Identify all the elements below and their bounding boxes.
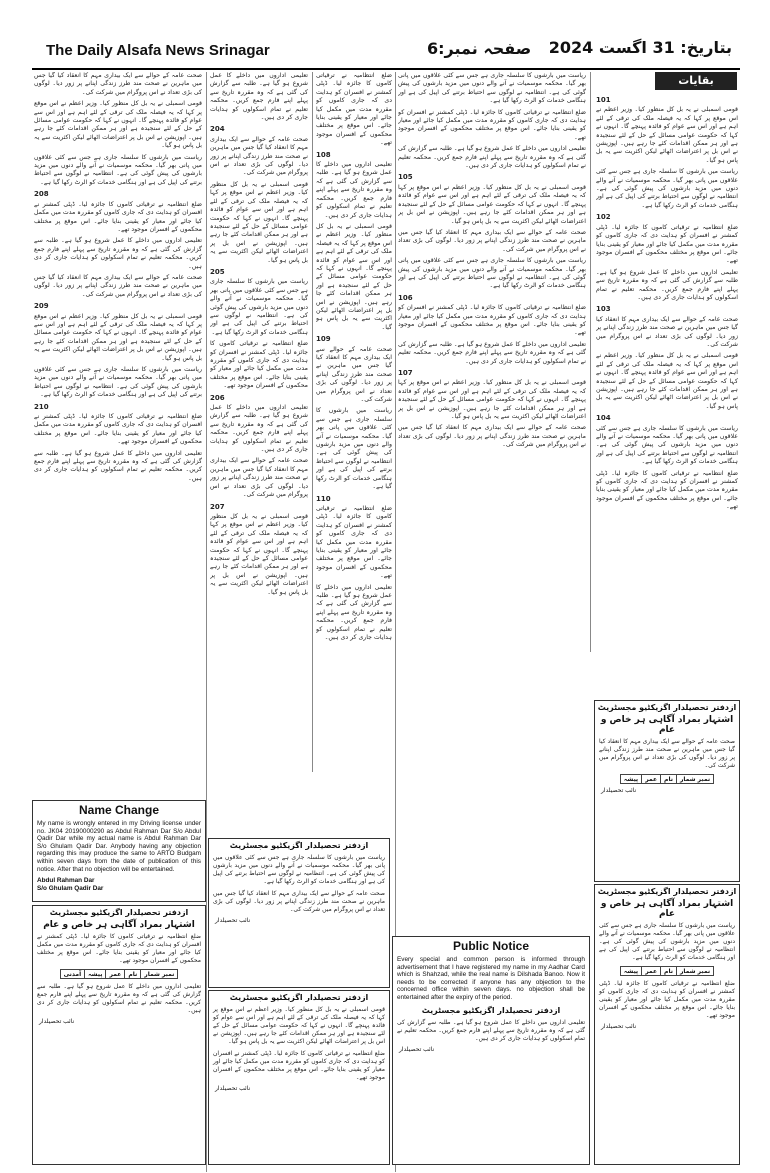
heirs-table bbox=[620, 966, 714, 976]
article-text: ریاست میں بارشوں کا سلسلہ جاری ہے جس سے کئی علاقوں میں پانی بھر گیا۔ محکمہ موسمیات نے آنے والے دنوں میں مزید بارشوں کی پیش گوئی کی ہے۔ انتظامیہ نے لوگوں سے احتیاط برتنے کی اپیل کی ہے اور ہنگامی خدمات کو الرٹ رکھا گیا ہے۔ bbox=[34, 153, 202, 186]
article-text: صحت عامہ کے حوالے سے ایک بیداری مہم کا انعقاد کیا گیا جس میں ماہرین نے صحت مند طرز زندگی اپنانے پر زور دیا۔ لوگوں کی بڑی تعداد نے اس پروگرام میں شرکت کی۔ bbox=[316, 345, 392, 404]
heirs-table bbox=[60, 969, 179, 979]
notice-title: Name Change bbox=[78, 803, 160, 817]
notice-heading: ازدفتر تحصیلدار اگزیکٹیو مجسٹریٹ bbox=[229, 841, 369, 850]
article-text: صحت عامہ کے حوالے سے ایک بیداری مہم کا انعقاد کیا گیا جس میں ماہرین نے صحت مند طرز زندگی اپنانے پر زور دیا۔ لوگوں کی بڑی تعداد نے اس پروگرام میں شرکت کی۔ bbox=[398, 424, 586, 449]
article-text: صحت عامہ کے حوالے سے ایک بیداری مہم کا انعقاد کیا گیا جس میں ماہرین نے صحت مند طرز زندگی اپنانے پر زور دیا۔ لوگوں کی بڑی تعداد نے اس پروگرام میں شرکت کی۔ bbox=[210, 135, 308, 177]
table-header: نام bbox=[661, 775, 677, 784]
article-text: ضلع انتظامیہ نے ترقیاتی کاموں کا جائزہ لیا۔ ڈپٹی کمشنر نے افسران کو ہدایت دی کہ جاری کاموں کو مقررہ مدت میں مکمل کیا جائے اور معیار کو یقینی بنایا جائے۔ اس موقع پر مختلف محکموں کے افسران موجود تھے۔ bbox=[316, 72, 392, 147]
article-text: صحت عامہ کے حوالے سے ایک بیداری مہم کا انعقاد کیا گیا جس میں ماہرین نے صحت مند طرز زندگی اپنانے پر زور دیا۔ لوگوں کی بڑی تعداد نے اس پروگرام میں شرکت کی۔ bbox=[398, 228, 586, 253]
article-number: 104 bbox=[596, 414, 611, 423]
ad-title: اشتہار بمراد آگاہی ہر خاص و عام bbox=[600, 899, 734, 919]
table-header: نام bbox=[125, 970, 141, 979]
notice-heading: ازدفتر تحصیلدار اگزیکٹیو مجسٹریٹ bbox=[421, 1005, 561, 1015]
article-column-4 bbox=[210, 72, 308, 822]
table-header: عمر bbox=[642, 967, 661, 976]
notice-body: صحت عامہ کے حوالے سے ایک بیداری مہم کا انعقاد کیا گیا جس میں ماہرین نے صحت مند طرز زندگی اپنانے پر زور دیا۔ لوگوں کی بڑی تعداد نے اس پروگرام میں شرکت کی۔ bbox=[599, 738, 735, 769]
article-text: قومی اسمبلی نے یہ بل کل منظور کیا۔ وزیر اعظم نے اس موقع پر کہا کہ یہ فیصلہ ملک کی ترقی کے لئے اہم ہے اور اس سے عوام کو فائدہ پہنچے گا۔ انہوں نے کہا کہ حکومت عوامی مسائل کے حل کے لئے سنجیدہ ہے اور ہر ممکن اقدامات کئے جا رہے ہیں۔ اپوزیشن نے اس بل پر اعتراضات اٹھائے لیکن اکثریت سے یہ بل پاس ہو گیا۔ bbox=[210, 180, 308, 264]
signature: نائب تحصیلدار bbox=[215, 917, 251, 924]
article-number: 108 bbox=[316, 150, 331, 159]
article-number: 209 bbox=[34, 302, 49, 311]
article-number: 102 bbox=[596, 213, 611, 222]
notice-body: ضلع انتظامیہ نے ترقیاتی کاموں کا جائزہ لیا۔ ڈپٹی کمشنر نے افسران کو ہدایت دی کہ جاری کاموں کو مقررہ مدت میں مکمل کیا جائے اور معیار کو یقینی بنایا جائے۔ اس موقع پر مختلف محکموں کے افسران موجود تھے۔ bbox=[599, 980, 735, 1019]
page-label: صفحہ نمبر:6 bbox=[427, 39, 532, 58]
tehsildar-notice-middle-1 bbox=[208, 838, 390, 988]
article-text: ریاست میں بارشوں کا سلسلہ جاری ہے جس سے کئی علاقوں میں پانی بھر گیا۔ محکمہ موسمیات نے آنے والے دنوں میں مزید بارشوں کی پیش گوئی کی ہے۔ انتظامیہ نے لوگوں سے احتیاط برتنے کی اپیل کی ہے اور ہنگامی خدمات کو الرٹ رکھا گیا ہے۔ bbox=[398, 257, 586, 290]
signature: نائب تحصیلدار bbox=[215, 1085, 251, 1092]
notice-body: ریاست میں بارشوں کا سلسلہ جاری ہے جس سے کئی علاقوں میں پانی بھر گیا۔ محکمہ موسمیات نے آنے والے دنوں میں مزید بارشوں کی پیش گوئی کی ہے۔ انتظامیہ نے لوگوں سے احتیاط برتنے کی اپیل کی ہے اور ہنگامی خدمات کو الرٹ رکھا گیا ہے۔ bbox=[213, 854, 385, 885]
section-header: بقایات bbox=[655, 72, 737, 90]
article-column-2 bbox=[398, 72, 586, 652]
notice-signature: Abdul Rahman Dar S/o Ghulam Qadir Dar bbox=[37, 877, 104, 892]
article-text: ضلع انتظامیہ نے ترقیاتی کاموں کا جائزہ لیا۔ ڈپٹی کمشنر نے افسران کو ہدایت دی کہ جاری کاموں کو مقررہ مدت میں مکمل کیا جائے اور معیار کو یقینی بنایا جائے۔ اس موقع پر مختلف محکموں کے افسران موجود تھے۔ bbox=[316, 504, 392, 580]
article-text: قومی اسمبلی نے یہ بل کل منظور کیا۔ وزیر اعظم نے اس موقع پر کہا کہ یہ فیصلہ ملک کی ترقی کے لئے اہم ہے اور اس سے عوام کو فائدہ پہنچے گا۔ انہوں نے کہا کہ حکومت عوامی مسائل کے حل کے لئے سنجیدہ ہے اور ہر ممکن اقدامات کئے جا رہے ہیں۔ اپوزیشن نے اس بل پر اعتراضات اٹھائے لیکن اکثریت سے یہ بل پاس ہو گیا۔ bbox=[596, 352, 738, 410]
article-text: تعلیمی اداروں میں داخلے کا عمل شروع ہو گیا ہے۔ طلبہ سے گزارش کی گئی ہے کہ وہ مقررہ تاریخ سے پہلے اپنے فارم جمع کریں۔ محکمہ تعلیم نے تمام اسکولوں کو ہدایات جاری کر دی ہیں۔ bbox=[398, 145, 586, 170]
table-header: نمبر شمار bbox=[141, 970, 178, 979]
signature: نائب تحصیلدار bbox=[601, 1023, 637, 1030]
article-text: قومی اسمبلی نے یہ بل کل منظور کیا۔ وزیر اعظم نے اس موقع پر کہا کہ یہ فیصلہ ملک کی ترقی کے لئے اہم ہے اور اس سے عوام کو فائدہ پہنچے گا۔ انہوں نے کہا کہ حکومت عوامی مسائل کے حل کے لئے سنجیدہ ہے اور ہر ممکن اقدامات کئے جا رہے ہیں۔ اپوزیشن نے اس بل پر اعتراضات اٹھائے لیکن اکثریت سے یہ بل پاس ہو گیا۔ bbox=[398, 379, 586, 421]
signature: نائب تحصیلدار bbox=[399, 1045, 435, 1053]
column-rule bbox=[312, 72, 313, 772]
column-rule bbox=[206, 72, 207, 1172]
article-text: قومی اسمبلی نے یہ بل کل منظور کیا۔ وزیر اعظم نے اس موقع پر کہا کہ یہ فیصلہ ملک کی ترقی کے لئے اہم ہے اور اس سے عوام کو فائدہ پہنچے گا۔ انہوں نے کہا کہ حکومت عوامی مسائل کے حل کے لئے سنجیدہ ہے اور ہر ممکن اقدامات کئے جا رہے ہیں۔ اپوزیشن نے اس بل پر اعتراضات اٹھائے لیکن اکثریت سے یہ بل پاس ہو گیا۔ bbox=[316, 222, 392, 331]
notice-body: تعلیمی اداروں میں داخلے کا عمل شروع ہو گیا ہے۔ طلبہ سے گزارش کی گئی ہے کہ وہ مقررہ تاریخ سے پہلے اپنے فارم جمع کریں۔ محکمہ تعلیم نے تمام اسکولوں کو ہدایات جاری کر دی ہیں۔ bbox=[397, 1018, 585, 1042]
article-text: ضلع انتظامیہ نے ترقیاتی کاموں کا جائزہ لیا۔ ڈپٹی کمشنر نے افسران کو ہدایت دی کہ جاری کاموں کو مقررہ مدت میں مکمل کیا جائے اور معیار کو یقینی بنایا جائے۔ اس موقع پر مختلف محکموں کے افسران موجود تھے۔ bbox=[596, 469, 738, 511]
article-text: صحت عامہ کے حوالے سے ایک بیداری مہم کا انعقاد کیا گیا جس میں ماہرین نے صحت مند طرز زندگی اپنانے پر زور دیا۔ لوگوں کی بڑی تعداد نے اس پروگرام میں شرکت کی۔ bbox=[34, 72, 202, 96]
article-text: تعلیمی اداروں میں داخلے کا عمل شروع ہو گیا ہے۔ طلبہ سے گزارش کی گئی ہے کہ وہ مقررہ تاریخ سے پہلے اپنے فارم جمع کریں۔ محکمہ تعلیم نے تمام اسکولوں کو ہدایات جاری کر دی ہیں۔ bbox=[596, 268, 738, 301]
article-text: ریاست میں بارشوں کا سلسلہ جاری ہے جس سے کئی علاقوں میں پانی بھر گیا۔ محکمہ موسمیات نے آنے والے دنوں میں مزید بارشوں کی پیش گوئی کی ہے۔ انتظامیہ نے لوگوں سے احتیاط برتنے کی اپیل کی ہے اور ہنگامی خدمات کو الرٹ رکھا گیا ہے۔ bbox=[210, 278, 308, 336]
notice-body: Every special and common person is informed through advertisement that I have registered my name in my Aadhar Card which is Shahzad, while the real name is Dilshada Banoo. Now it needs to be corrected if anyone has any objection to the concerned office within seven days. no objection shall be entertained after the expiry of the period. bbox=[397, 956, 585, 1001]
article-text: ریاست میں بارشوں کا سلسلہ جاری ہے جس سے کئی علاقوں میں پانی بھر گیا۔ محکمہ موسمیات نے آنے والے دنوں میں مزید بارشوں کی پیش گوئی کی ہے۔ انتظامیہ نے لوگوں سے احتیاط برتنے کی اپیل کی ہے اور ہنگامی خدمات کو الرٹ رکھا گیا ہے۔ bbox=[596, 424, 738, 466]
tehsildar-notice-right-2 bbox=[594, 884, 740, 1165]
tehsildar-notice-middle-2 bbox=[208, 990, 390, 1165]
article-number: 101 bbox=[596, 96, 611, 104]
article-text: ضلع انتظامیہ نے ترقیاتی کاموں کا جائزہ لیا۔ ڈپٹی کمشنر نے افسران کو ہدایت دی کہ جاری کاموں کو مقررہ مدت میں مکمل کیا جائے اور معیار کو یقینی بنایا جائے۔ اس موقع پر مختلف محکموں کے افسران موجود تھے۔ bbox=[34, 200, 202, 233]
article-text: قومی اسمبلی نے یہ بل کل منظور کیا۔ وزیر اعظم نے اس موقع پر کہا کہ یہ فیصلہ ملک کی ترقی کے لئے اہم ہے اور اس سے عوام کو فائدہ پہنچے گا۔ انہوں نے کہا کہ حکومت عوامی مسائل کے حل کے لئے سنجیدہ ہے اور ہر ممکن اقدامات کئے جا رہے ہیں۔ اپوزیشن نے اس بل پر اعتراضات اٹھائے لیکن اکثریت سے یہ بل پاس ہو گیا۔ bbox=[398, 183, 586, 225]
article-text: قومی اسمبلی نے یہ بل کل منظور کیا۔ وزیر اعظم نے اس موقع پر کہا کہ یہ فیصلہ ملک کی ترقی کے لئے اہم ہے اور اس سے عوام کو فائدہ پہنچے گا۔ انہوں نے کہا کہ حکومت عوامی مسائل کے حل کے لئے سنجیدہ ہے اور ہر ممکن اقدامات کئے جا رہے ہیں۔ اپوزیشن نے اس بل پر اعتراضات اٹھائے لیکن اکثریت سے یہ بل پاس ہو گیا۔ bbox=[210, 512, 308, 596]
article-number: 205 bbox=[210, 267, 225, 276]
article-text: صحت عامہ کے حوالے سے ایک بیداری مہم کا انعقاد کیا گیا جس میں ماہرین نے صحت مند طرز زندگی اپنانے پر زور دیا۔ لوگوں کی بڑی تعداد نے اس پروگرام میں شرکت کی۔ bbox=[210, 457, 308, 499]
article-text: تعلیمی اداروں میں داخلے کا عمل شروع ہو گیا ہے۔ طلبہ سے گزارش کی گئی ہے کہ وہ مقررہ تاریخ سے پہلے اپنے فارم جمع کریں۔ محکمہ تعلیم نے تمام اسکولوں کو ہدایات جاری کر دی ہیں۔ bbox=[34, 449, 202, 482]
article-number: 210 bbox=[34, 402, 49, 411]
article-column-5 bbox=[34, 72, 202, 796]
article-text: ضلع انتظامیہ نے ترقیاتی کاموں کا جائزہ لیا۔ ڈپٹی کمشنر نے افسران کو ہدایت دی کہ جاری کاموں کو مقررہ مدت میں مکمل کیا جائے اور معیار کو یقینی بنایا جائے۔ اس موقع پر مختلف محکموں کے افسران موجود تھے۔ bbox=[398, 304, 586, 337]
notice-title: Public Notice bbox=[452, 939, 529, 953]
article-text: تعلیمی اداروں میں داخلے کا عمل شروع ہو گیا ہے۔ طلبہ سے گزارش کی گئی ہے کہ وہ مقررہ تاریخ سے پہلے اپنے فارم جمع کریں۔ محکمہ تعلیم نے تمام اسکولوں کو ہدایات جاری کر دی ہیں۔ bbox=[210, 404, 308, 454]
date-label: بتاریخ: 31 اگست 2024 bbox=[548, 38, 732, 57]
table-header: نمبر شمار bbox=[676, 967, 713, 976]
article-text: تعلیمی اداروں میں داخلے کا عمل شروع ہو گیا ہے۔ طلبہ سے گزارش کی گئی ہے کہ وہ مقررہ تاریخ سے پہلے اپنے فارم جمع کریں۔ محکمہ تعلیم نے تمام اسکولوں کو ہدایات جاری کر دی ہیں۔ bbox=[316, 161, 392, 219]
article-text: تعلیمی اداروں میں داخلے کا عمل شروع ہو گیا ہے۔ طلبہ سے گزارش کی گئی ہے کہ وہ مقررہ تاریخ سے پہلے اپنے فارم جمع کریں۔ محکمہ تعلیم نے تمام اسکولوں کو ہدایات جاری کر دی ہیں۔ bbox=[34, 237, 202, 270]
signature: نائب تحصیلدار bbox=[601, 787, 637, 794]
article-column-3 bbox=[316, 72, 392, 772]
article-number: 204 bbox=[210, 125, 225, 134]
table-header: آمدنی bbox=[60, 970, 85, 979]
article-text: ضلع انتظامیہ نے ترقیاتی کاموں کا جائزہ لیا۔ ڈپٹی کمشنر نے افسران کو ہدایت دی کہ جاری کاموں کو مقررہ مدت میں مکمل کیا جائے اور معیار کو یقینی بنایا جائے۔ اس موقع پر مختلف محکموں کے افسران موجود تھے۔ bbox=[596, 223, 738, 265]
notice-body: صحت عامہ کے حوالے سے ایک بیداری مہم کا انعقاد کیا گیا جس میں ماہرین نے صحت مند طرز زندگی اپنانے پر زور دیا۔ لوگوں کی بڑی تعداد نے اس پروگرام میں شرکت کی۔ bbox=[213, 890, 385, 913]
article-text: ضلع انتظامیہ نے ترقیاتی کاموں کا جائزہ لیا۔ ڈپٹی کمشنر نے افسران کو ہدایت دی کہ جاری کاموں کو مقررہ مدت میں مکمل کیا جائے اور معیار کو یقینی بنایا جائے۔ اس موقع پر مختلف محکموں کے افسران موجود تھے۔ bbox=[34, 413, 202, 446]
column-rule bbox=[590, 72, 591, 652]
article-number: 110 bbox=[316, 494, 331, 503]
table-header: پیشہ bbox=[620, 967, 641, 976]
article-number: 207 bbox=[210, 502, 225, 511]
notice-body: تعلیمی اداروں میں داخلے کا عمل شروع ہو گیا ہے۔ طلبہ سے گزارش کی گئی ہے کہ وہ مقررہ تاریخ سے پہلے اپنے فارم جمع کریں۔ محکمہ تعلیم نے تمام اسکولوں کو ہدایات جاری کر دی ہیں۔ bbox=[37, 983, 201, 1014]
article-text: ریاست میں بارشوں کا سلسلہ جاری ہے جس سے کئی علاقوں میں پانی بھر گیا۔ محکمہ موسمیات نے آنے والے دنوں میں مزید بارشوں کی پیش گوئی کی ہے۔ انتظامیہ نے لوگوں سے احتیاط برتنے کی اپیل کی ہے اور ہنگامی خدمات کو الرٹ رکھا گیا ہے۔ bbox=[34, 366, 202, 399]
public-notice bbox=[392, 936, 590, 1165]
notice-heading: ازدفتر تحصیلدار اگزیکٹیو مجسٹریٹ bbox=[49, 908, 189, 917]
ad-title: اشتہار بمراد آگاہی ہر خاص و عام bbox=[600, 715, 734, 735]
article-text: تعلیمی اداروں میں داخلے کا عمل شروع ہو گیا ہے۔ طلبہ سے گزارش کی گئی ہے کہ وہ مقررہ تاریخ سے پہلے اپنے فارم جمع کریں۔ محکمہ تعلیم نے تمام اسکولوں کو ہدایات جاری کر دی ہیں۔ bbox=[316, 583, 392, 641]
tehsildar-notice-right-1 bbox=[594, 700, 740, 882]
article-number: 106 bbox=[398, 293, 413, 302]
signature: نائب تحصیلدار bbox=[39, 1018, 75, 1025]
notice-body: ضلع انتظامیہ نے ترقیاتی کاموں کا جائزہ لیا۔ ڈپٹی کمشنر نے افسران کو ہدایت دی کہ جاری کاموں کو مقررہ مدت میں مکمل کیا جائے اور معیار کو یقینی بنایا جائے۔ اس موقع پر مختلف محکموں کے افسران موجود تھے۔ bbox=[213, 1050, 385, 1081]
ad-title: اشتہار بمراد آگاہی ہر خاص و عام bbox=[43, 920, 195, 930]
article-text: صحت عامہ کے حوالے سے ایک بیداری مہم کا انعقاد کیا گیا جس میں ماہرین نے صحت مند طرز زندگی اپنانے پر زور دیا۔ لوگوں کی بڑی تعداد نے اس پروگرام میں شرکت کی۔ bbox=[596, 315, 738, 348]
article-number: 105 bbox=[398, 173, 413, 182]
article-column-1 bbox=[596, 94, 738, 654]
heirs-table bbox=[620, 774, 714, 784]
notice-heading: ازدفتر تحصیلدار اگزیکٹیو مجسٹریٹ bbox=[597, 703, 737, 712]
notice-body: ریاست میں بارشوں کا سلسلہ جاری ہے جس سے کئی علاقوں میں پانی بھر گیا۔ محکمہ موسمیات نے آنے والے دنوں میں مزید بارشوں کی پیش گوئی کی ہے۔ انتظامیہ نے لوگوں سے احتیاط برتنے کی اپیل کی ہے اور ہنگامی خدمات کو الرٹ رکھا گیا ہے۔ bbox=[599, 922, 735, 961]
article-number: 109 bbox=[316, 335, 331, 344]
table-header: پیشہ bbox=[620, 775, 641, 784]
masthead bbox=[32, 34, 740, 70]
article-number: 208 bbox=[34, 190, 49, 199]
article-text: تعلیمی اداروں میں داخلے کا عمل شروع ہو گیا ہے۔ طلبہ سے گزارش کی گئی ہے کہ وہ مقررہ تاریخ سے پہلے اپنے فارم جمع کریں۔ محکمہ تعلیم نے تمام اسکولوں کو ہدایات جاری کر دی ہیں۔ bbox=[398, 340, 586, 365]
article-text: قومی اسمبلی نے یہ بل کل منظور کیا۔ وزیر اعظم نے اس موقع پر کہا کہ یہ فیصلہ ملک کی ترقی کے لئے اہم ہے اور اس سے عوام کو فائدہ پہنچے گا۔ انہوں نے کہا کہ حکومت عوامی مسائل کے حل کے لئے سنجیدہ ہے اور ہر ممکن اقدامات کئے جا رہے ہیں۔ اپوزیشن نے اس بل پر اعتراضات اٹھائے لیکن اکثریت سے یہ بل پاس ہو گیا۔ bbox=[596, 106, 738, 164]
article-text: ریاست میں بارشوں کا سلسلہ جاری ہے جس سے کئی علاقوں میں پانی بھر گیا۔ محکمہ موسمیات نے آنے والے دنوں میں مزید بارشوں کی پیش گوئی کی ہے۔ انتظامیہ نے لوگوں سے احتیاط برتنے کی اپیل کی ہے اور ہنگامی خدمات کو الرٹ رکھا گیا ہے۔ bbox=[596, 168, 738, 209]
article-text: قومی اسمبلی نے یہ بل کل منظور کیا۔ وزیر اعظم نے اس موقع پر کہا کہ یہ فیصلہ ملک کی ترقی کے لئے اہم ہے اور اس سے عوام کو فائدہ پہنچے گا۔ انہوں نے کہا کہ حکومت عوامی مسائل کے حل کے لئے سنجیدہ ہے اور ہر ممکن اقدامات کئے جا رہے ہیں۔ اپوزیشن نے اس بل پر اعتراضات اٹھائے لیکن اکثریت سے یہ بل پاس ہو گیا۔ bbox=[34, 312, 202, 362]
article-text: ضلع انتظامیہ نے ترقیاتی کاموں کا جائزہ لیا۔ ڈپٹی کمشنر نے افسران کو ہدایت دی کہ جاری کاموں کو مقررہ مدت میں مکمل کیا جائے اور معیار کو یقینی بنایا جائے۔ اس موقع پر مختلف محکموں کے افسران موجود تھے۔ bbox=[398, 108, 586, 141]
table-header: نام bbox=[661, 967, 677, 976]
article-number: 107 bbox=[398, 369, 413, 377]
notice-body: My name is wrongly entered in my Driving license under no. JK04 20190000290 as Abdul Rahman Dar S/o Abdul Qadir Dar while my actual name is Abdul Rahman Dar S/o Ghulam Qadir Dar. Anybody having any objection regarding this may produce the same to ARTO Budgam within seven days from the date of publication of this notice. After that no objection will be entertained. bbox=[37, 820, 201, 873]
article-text: صحت عامہ کے حوالے سے ایک بیداری مہم کا انعقاد کیا گیا جس میں ماہرین نے صحت مند طرز زندگی اپنانے پر زور دیا۔ لوگوں کی بڑی تعداد نے اس پروگرام میں شرکت کی۔ bbox=[34, 273, 202, 298]
paper-name: The Daily Alsafa News Srinagar bbox=[46, 42, 270, 59]
article-number: 206 bbox=[210, 393, 225, 402]
article-text: ریاست میں بارشوں کا سلسلہ جاری ہے جس سے کئی علاقوں میں پانی بھر گیا۔ محکمہ موسمیات نے آنے والے دنوں میں مزید بارشوں کی پیش گوئی کی ہے۔ انتظامیہ نے لوگوں سے احتیاط برتنے کی اپیل کی ہے اور ہنگامی خدمات کو الرٹ رکھا گیا ہے۔ bbox=[398, 72, 586, 105]
notice-body: قومی اسمبلی نے یہ بل کل منظور کیا۔ وزیر اعظم نے اس موقع پر کہا کہ یہ فیصلہ ملک کی ترقی کے لئے اہم ہے اور اس سے عوام کو فائدہ پہنچے گا۔ انہوں نے کہا کہ حکومت عوامی مسائل کے حل کے لئے سنجیدہ ہے اور ہر ممکن اقدامات کئے جا رہے ہیں۔ اپوزیشن نے اس بل پر اعتراضات اٹھائے لیکن اکثریت سے یہ بل پاس ہو گیا۔ bbox=[213, 1006, 385, 1045]
table-header: عمر bbox=[106, 970, 125, 979]
article-number: 103 bbox=[596, 305, 611, 314]
article-text: ضلع انتظامیہ نے ترقیاتی کاموں کا جائزہ لیا۔ ڈپٹی کمشنر نے افسران کو ہدایت دی کہ جاری کاموں کو مقررہ مدت میں مکمل کیا جائے اور معیار کو یقینی بنایا جائے۔ اس موقع پر مختلف محکموں کے افسران موجود تھے۔ bbox=[210, 340, 308, 390]
article-text: ریاست میں بارشوں کا سلسلہ جاری ہے جس سے کئی علاقوں میں پانی بھر گیا۔ محکمہ موسمیات نے آنے والے دنوں میں مزید بارشوں کی پیش گوئی کی ہے۔ انتظامیہ نے لوگوں سے احتیاط برتنے کی اپیل کی ہے اور ہنگامی خدمات کو الرٹ رکھا گیا ہے۔ bbox=[316, 407, 392, 491]
table-header: نمبر شمار bbox=[676, 775, 713, 784]
name-change-notice bbox=[32, 800, 206, 902]
notice-body: ضلع انتظامیہ نے ترقیاتی کاموں کا جائزہ لیا۔ ڈپٹی کمشنر نے افسران کو ہدایت دی کہ جاری کاموں کو مقررہ مدت میں مکمل کیا جائے اور معیار کو یقینی بنایا جائے۔ اس موقع پر مختلف محکموں کے افسران موجود تھے۔ bbox=[37, 933, 201, 964]
article-text: تعلیمی اداروں میں داخلے کا عمل شروع ہو گیا ہے۔ طلبہ سے گزارش کی گئی ہے کہ وہ مقررہ تاریخ سے پہلے اپنے فارم جمع کریں۔ محکمہ تعلیم نے تمام اسکولوں کو ہدایات جاری کر دی ہیں۔ bbox=[210, 72, 308, 122]
notice-heading: ازدفتر تحصیلدار اگزیکٹیو مجسٹریٹ bbox=[597, 887, 737, 896]
table-header: پیشہ bbox=[85, 970, 106, 979]
article-text: قومی اسمبلی نے یہ بل کل منظور کیا۔ وزیر اعظم نے اس موقع پر کہا کہ یہ فیصلہ ملک کی ترقی کے لئے اہم ہے اور اس سے عوام کو فائدہ پہنچے گا۔ انہوں نے کہا کہ حکومت عوامی مسائل کے حل کے لئے سنجیدہ ہے اور ہر ممکن اقدامات کئے جا رہے ہیں۔ اپوزیشن نے اس بل پر اعتراضات اٹھائے لیکن اکثریت سے یہ بل پاس ہو گیا۔ bbox=[34, 100, 202, 150]
table-header: عمر bbox=[642, 775, 661, 784]
tehsildar-notice-left bbox=[32, 905, 206, 1165]
notice-heading: ازدفتر تحصیلدار اگزیکٹیو مجسٹریٹ bbox=[229, 993, 369, 1002]
